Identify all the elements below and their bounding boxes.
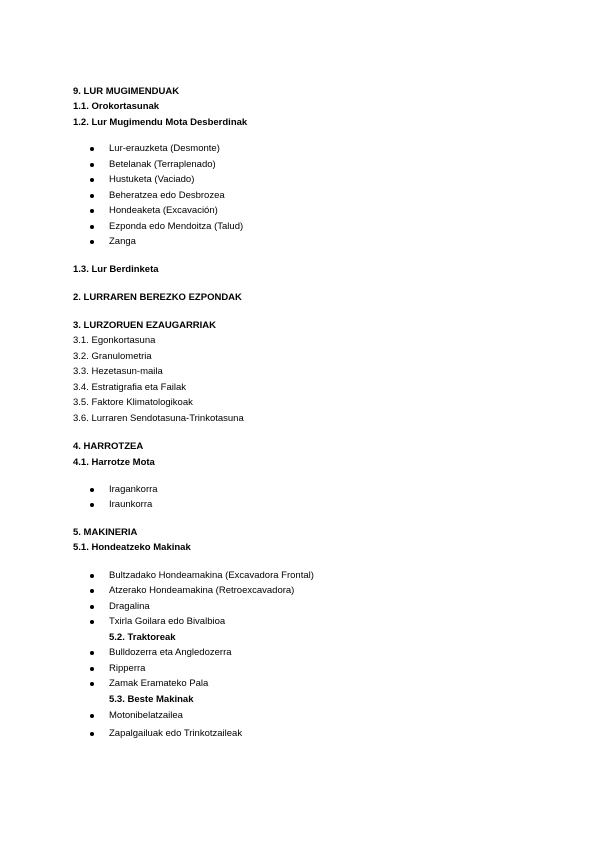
bullet-icon — [90, 194, 94, 198]
subsection-heading: 1.1. Orokortasunak — [73, 101, 160, 112]
section-heading: 5. MAKINERIA — [73, 527, 138, 538]
list-item: 3.2. Granulometria — [73, 351, 152, 362]
bullet-icon — [90, 488, 94, 492]
bullet-icon — [90, 209, 94, 213]
bullet-icon — [90, 714, 94, 718]
list-item: Atzerako Hondeamakina (Retroexcavadora) — [109, 585, 295, 596]
list-item: 3.6. Lurraren Sendotasuna-Trinkotasuna — [73, 413, 244, 424]
bullet-icon — [90, 503, 94, 507]
list-item: 3.3. Hezetasun-maila — [73, 366, 163, 377]
list-item: Bulldozerra eta Angledozerra — [109, 647, 232, 658]
list-item: Motonibelatzailea — [109, 710, 183, 721]
list-item: Bultzadako Hondeamakina (Excavadora Frontal) — [109, 570, 314, 581]
list-item: 3.1. Egonkortasuna — [73, 335, 156, 346]
section-heading: 2. LURRAREN BEREZKO EZPONDAK — [73, 292, 242, 303]
section-heading: 9. LUR MUGIMENDUAK — [73, 86, 180, 97]
list-item: Ezponda edo Mendoitza (Talud) — [109, 221, 244, 232]
list-item: Dragalina — [109, 601, 150, 612]
bullet-icon — [90, 605, 94, 609]
list-item: Iragankorra — [109, 484, 158, 495]
bullet-icon — [90, 732, 94, 736]
list-item: Hustuketa (Vaciado) — [109, 174, 195, 185]
list-item: 3.4. Estratigrafia eta Failak — [73, 382, 186, 393]
subsection-heading: 5.2. Traktoreak — [109, 632, 176, 643]
list-item: Zapalgailuak edo Trinkotzaileak — [109, 728, 243, 739]
list-item: Hondeaketa (Excavación) — [109, 205, 218, 216]
list-item: Zamak Eramateko Pala — [109, 678, 209, 689]
subsection-heading: 5.3. Beste Makinak — [109, 694, 194, 705]
bullet-icon — [90, 240, 94, 244]
section-heading: 4. HARROTZEA — [73, 441, 144, 452]
list-item: 3.5. Faktore Klimatologikoak — [73, 397, 193, 408]
subsection-heading: 4.1. Harrotze Mota — [73, 457, 155, 468]
bullet-icon — [90, 682, 94, 686]
bullet-icon — [90, 147, 94, 151]
list-item: Txirla Goilara edo Bivalbioa — [109, 616, 226, 627]
bullet-icon — [90, 589, 94, 593]
list-item: Lur-erauzketa (Desmonte) — [109, 143, 220, 154]
subsection-heading: 1.3. Lur Berdinketa — [73, 264, 159, 275]
bullet-icon — [90, 651, 94, 655]
list-item: Beheratzea edo Desbrozea — [109, 190, 225, 201]
bullet-icon — [90, 163, 94, 167]
list-item: Betelanak (Terraplenado) — [109, 159, 216, 170]
subsection-heading: 5.1. Hondeatzeko Makinak — [73, 542, 191, 553]
bullet-icon — [90, 225, 94, 229]
bullet-icon — [90, 574, 94, 578]
bullet-icon — [90, 620, 94, 624]
bullet-icon — [90, 667, 94, 671]
subsection-heading: 1.2. Lur Mugimendu Mota Desberdinak — [73, 117, 248, 128]
list-item: Zanga — [109, 236, 136, 247]
list-item: Ripperra — [109, 663, 146, 674]
list-item: Iraunkorra — [109, 499, 153, 510]
section-heading: 3. LURZORUEN EZAUGARRIAK — [73, 320, 217, 331]
bullet-icon — [90, 178, 94, 182]
